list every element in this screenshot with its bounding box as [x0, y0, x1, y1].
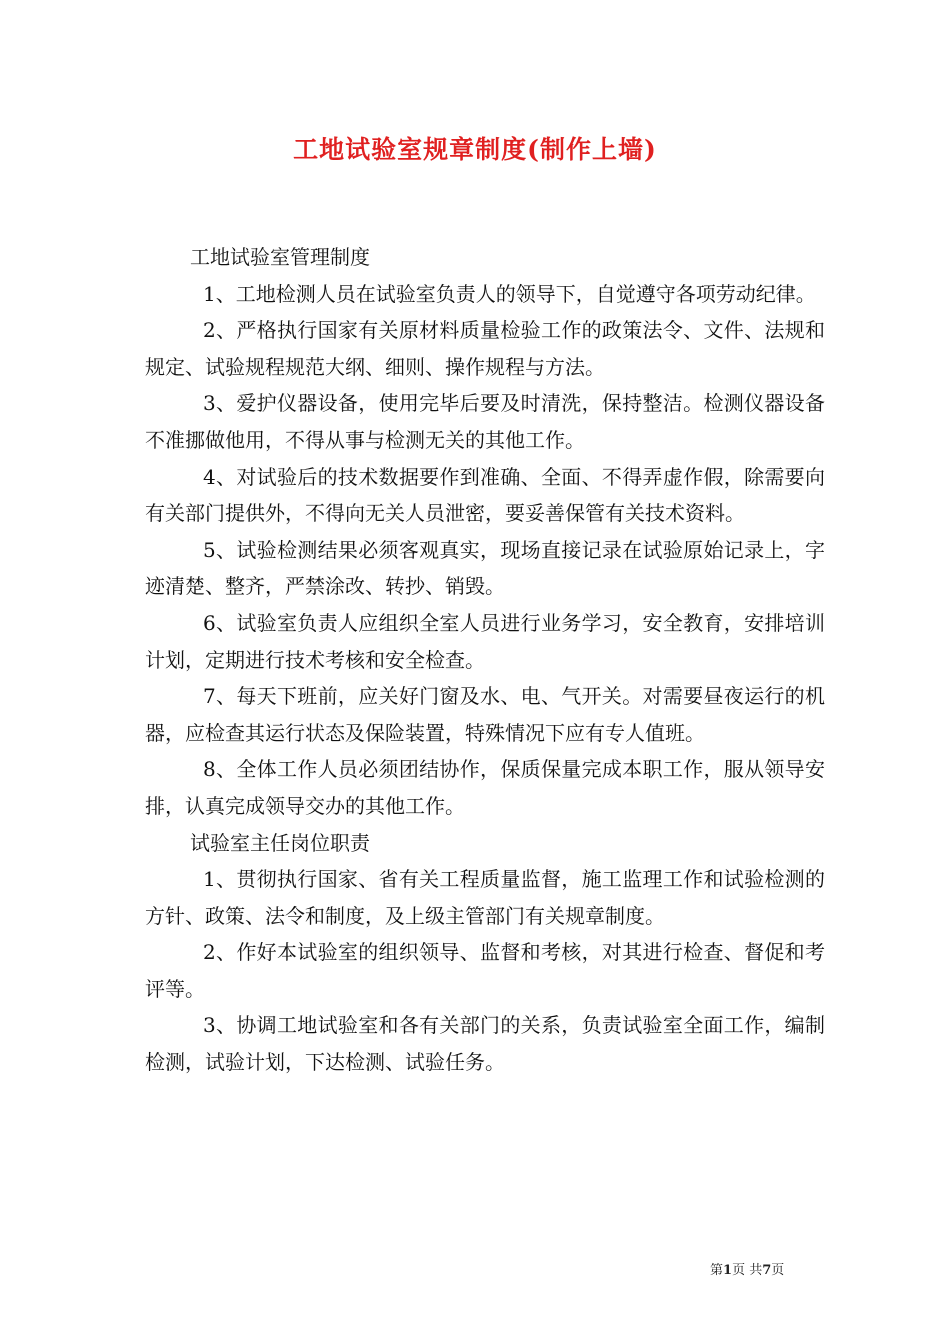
- current-page-number: 1: [723, 1263, 733, 1278]
- rule-item-8: 8、全体工作人员必须团结协作，保质保量完成本职工作，服从领导安排，认真完成领导交办的其他工作。: [145, 757, 825, 818]
- rule-item-3: 3、爱护仪器设备，使用完毕后要及时清洗，保持整洁。检测仪器设备不准挪做他用，不得从事与检测无关的其他工作。: [145, 391, 825, 452]
- rule-item-5: 5、试验检测结果必须客观真实，现场直接记录在试验原始记录上，字迹清楚、整齐，严禁涂改、转抄、销毁。: [145, 537, 825, 599]
- total-pages-number: 7: [762, 1263, 772, 1278]
- footer-middle: 页 共: [732, 1263, 763, 1278]
- rule-item-6: 6、试验室负责人应组织全室人员进行业务学习，安全教育，安排培训计划，定期进行技术考核和安全检查。: [145, 610, 825, 672]
- page-number-footer: [710, 1262, 784, 1280]
- rule-item-2: 2、严格执行国家有关原材料质量检验工作的政策法令、文件、法规和规定、试验规程规范大纲、细则、操作规程与方法。: [145, 318, 825, 379]
- duty-item-2: 2、作好本试验室的组织领导、监督和考核，对其进行检查、督促和考评等。: [145, 940, 825, 1001]
- duty-item-3: 3、协调工地试验室和各有关部门的关系，负责试验室全面工作，编制检测，试验计划，下达检测、试验任务。: [145, 1013, 825, 1075]
- footer-suffix: 页: [771, 1263, 785, 1278]
- document-body: [145, 239, 825, 1081]
- section-heading-lab-management: 工地试验室管理制度: [190, 245, 370, 269]
- rule-item-4: 4、对试验后的技术数据要作到准确、全面、不得弄虚作假，除需要向有关部门提供外，不得向无关人员泄密，要妥善保管有关技术资料。: [145, 464, 825, 526]
- rule-item-1: 1、工地检测人员在试验室负责人的领导下，自觉遵守各项劳动纪律。: [203, 281, 816, 306]
- rule-item-7: 7、每天下班前，应关好门窗及水、电、气开关。对需要昼夜运行的机器，应检查其运行状态及保险装置，特殊情况下应有专人值班。: [145, 684, 825, 745]
- section-heading-director-duties: 试验室主任岗位职责: [190, 830, 370, 855]
- duty-item-1: 1、贯彻执行国家、省有关工程质量监督，施工监理工作和试验检测的方针、政策、法令和制度，及上级主管部门有关规章制度。: [145, 867, 825, 928]
- footer-prefix: 第: [710, 1263, 724, 1278]
- document-title: 工地试验室规章制度(制作上墙): [293, 135, 657, 164]
